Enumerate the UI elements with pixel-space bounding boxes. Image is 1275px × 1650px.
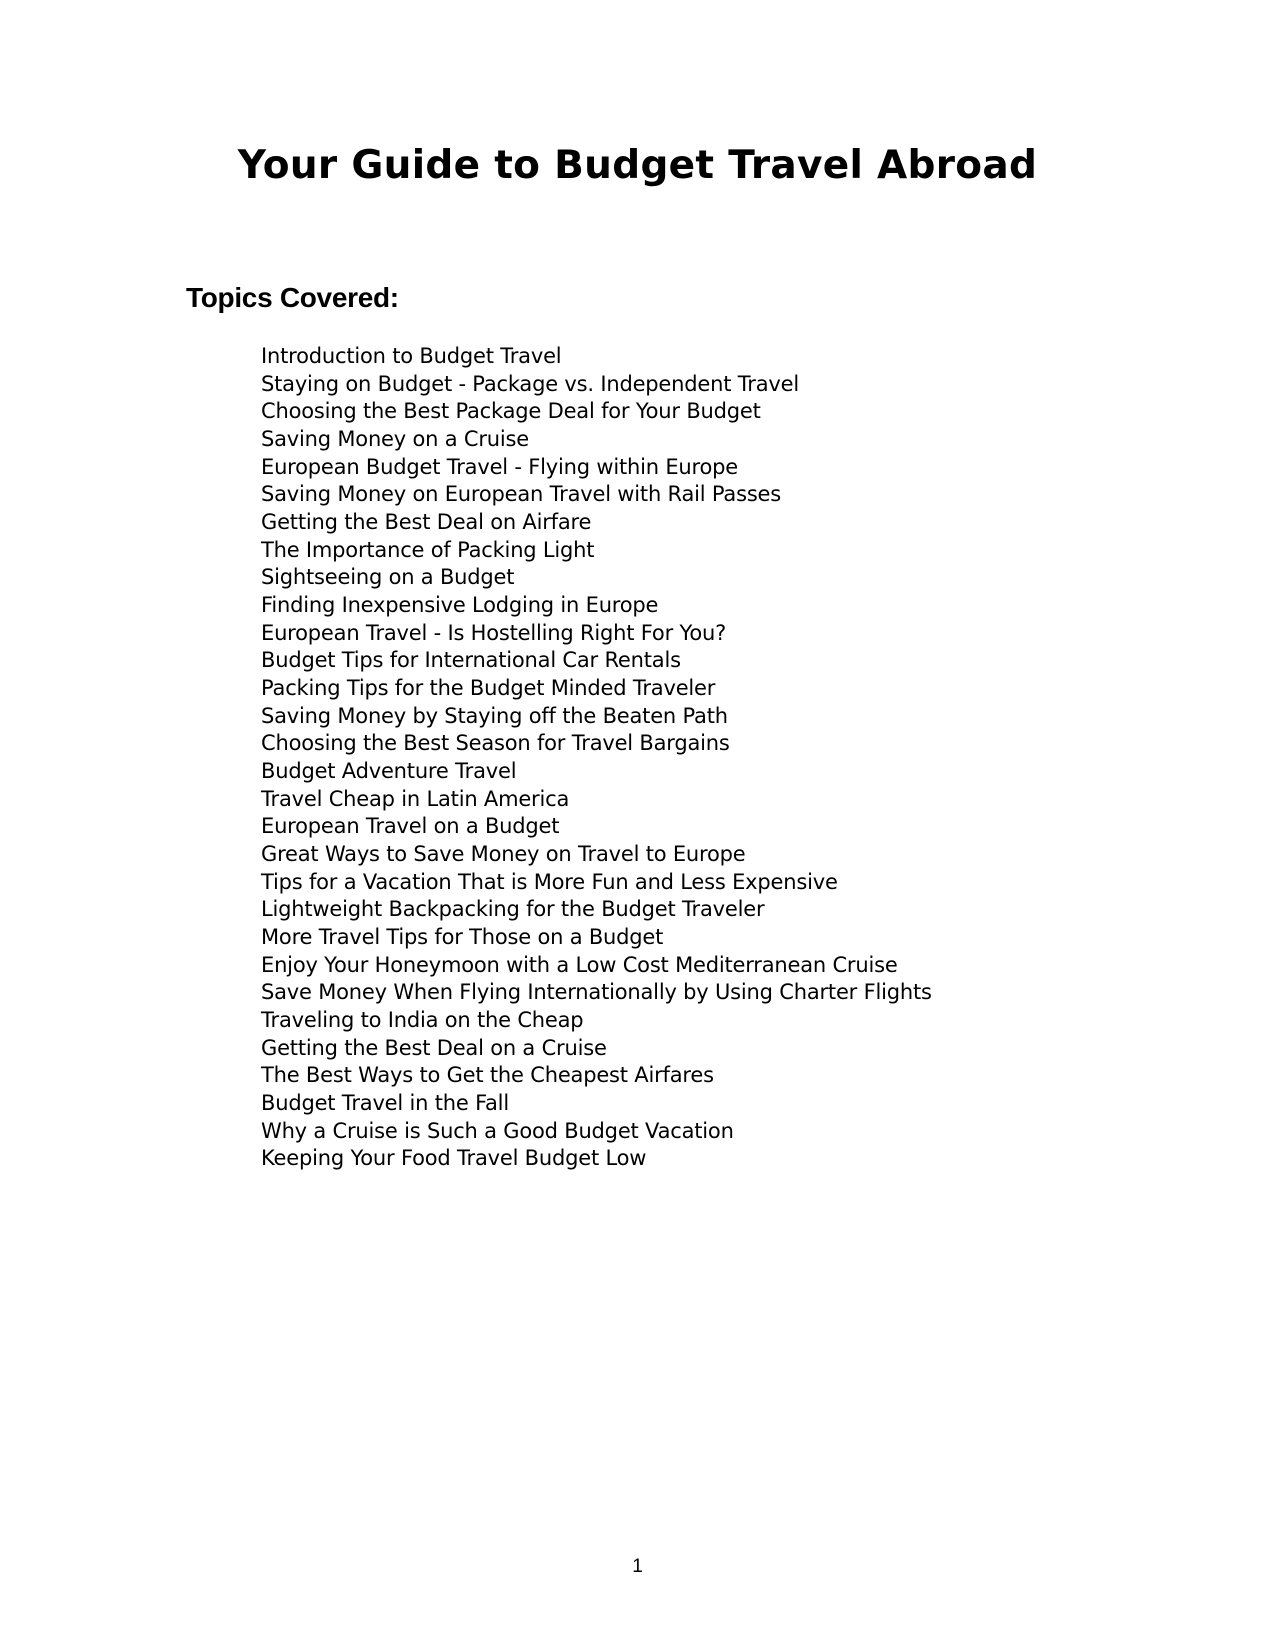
topic-item: Finding Inexpensive Lodging in Europe — [261, 593, 659, 618]
page-number: 1 — [632, 1556, 643, 1577]
topic-item: Getting the Best Deal on a Cruise — [261, 1035, 607, 1060]
topic-item: Budget Travel in the Fall — [261, 1091, 509, 1116]
topics-list — [261, 343, 932, 1173]
topic-item: Getting the Best Deal on Airfare — [261, 510, 592, 535]
document-title: Your Guide to Budget Travel Abroad — [237, 143, 1038, 188]
topic-item: European Budget Travel - Flying within Europe — [261, 454, 738, 479]
topic-item: Budget Tips for International Car Rentals — [261, 648, 681, 673]
topic-item: European Travel on a Budget — [261, 814, 560, 839]
topic-item: Budget Adventure Travel — [261, 759, 517, 784]
topics-heading: Topics Covered: — [186, 282, 399, 313]
topic-item: Travel Cheap in Latin America — [261, 786, 570, 811]
topic-item: Sightseeing on a Budget — [261, 565, 515, 590]
topic-item: Staying on Budget - Package vs. Independent Travel — [261, 371, 799, 396]
topic-item: The Importance of Packing Light — [261, 537, 595, 562]
topic-item: Why a Cruise is Such a Good Budget Vacation — [261, 1118, 734, 1143]
topic-item: Saving Money by Staying off the Beaten Path — [261, 703, 728, 728]
topic-item: Packing Tips for the Budget Minded Traveler — [261, 676, 716, 701]
topic-item: Enjoy Your Honeymoon with a Low Cost Mediterranean Cruise — [261, 952, 898, 977]
topic-item: Traveling to India on the Cheap — [261, 1008, 584, 1033]
topic-item: Choosing the Best Season for Travel Bargains — [261, 731, 730, 756]
topic-item: Great Ways to Save Money on Travel to Europe — [261, 842, 746, 867]
topic-item: The Best Ways to Get the Cheapest Airfares — [261, 1063, 714, 1088]
topic-item: Saving Money on a Cruise — [261, 427, 529, 452]
topic-item: Tips for a Vacation That is More Fun and Less Expensive — [261, 869, 838, 894]
topic-item: Choosing the Best Package Deal for Your Budget — [261, 399, 761, 424]
topic-item: More Travel Tips for Those on a Budget — [261, 925, 664, 950]
topic-item: Keeping Your Food Travel Budget Low — [261, 1146, 647, 1171]
topic-item: Lightweight Backpacking for the Budget Traveler — [261, 897, 765, 922]
topic-item: European Travel - Is Hostelling Right For You? — [261, 620, 727, 645]
topic-item: Introduction to Budget Travel — [261, 344, 562, 368]
topic-item: Save Money When Flying Internationally by Using Charter Flights — [261, 980, 932, 1005]
topic-item: Saving Money on European Travel with Rail Passes — [261, 482, 782, 507]
